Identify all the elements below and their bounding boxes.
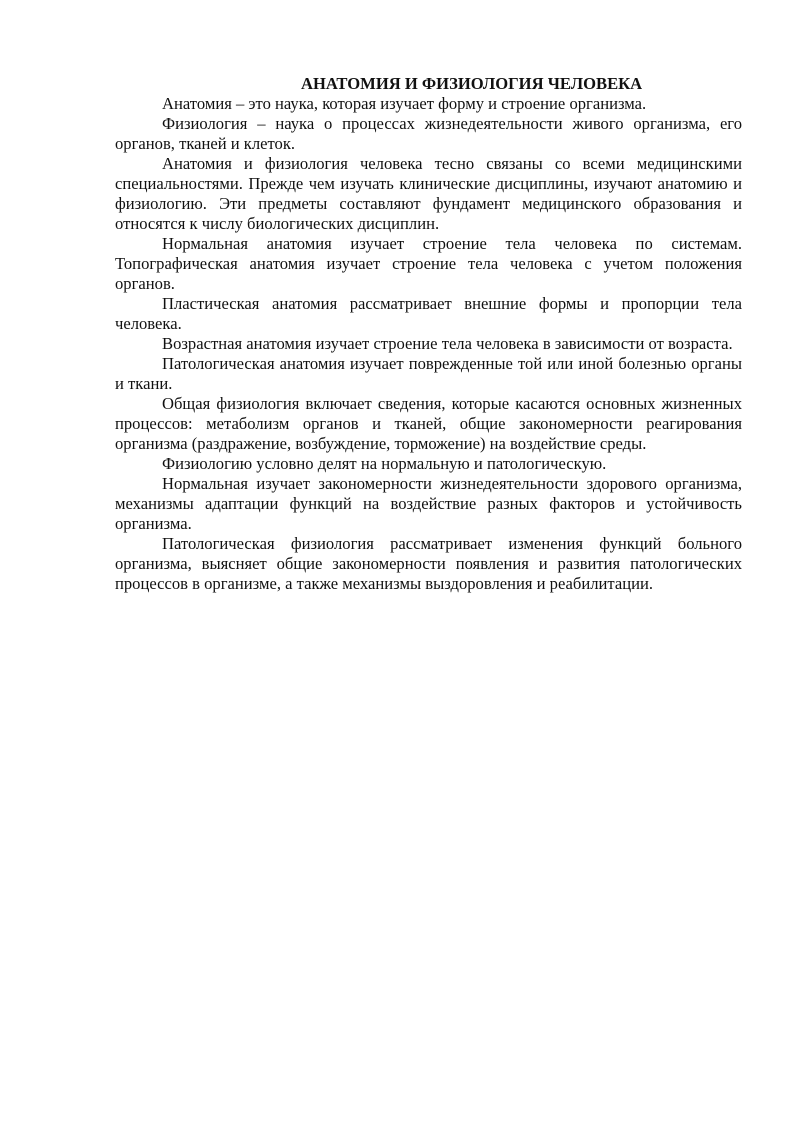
- paragraph-plastic-anatomy: Пластическая анатомия рассматривает внешние формы и пропорции тела человека.: [115, 294, 742, 333]
- paragraph-physiology-definition: Физиология – наука о процессах жизнедеятельности живого организма, его органов, тканей и клеток.: [115, 114, 742, 153]
- paragraph-age-anatomy: Возрастная анатомия изучает строение тела человека в зависимости от возраста.: [162, 334, 733, 353]
- paragraph-normal-topographic-anatomy: Нормальная анатомия изучает строение тела человека по системам. Топографическая анатомия изучает строение тела человека с учетом положения органов.: [115, 234, 742, 293]
- paragraph-pathological-physiology: Патологическая физиология рассматривает изменения функций больного организма, выясняет общие закономерности появления и развития патологических процессов в организме, а также механизмы выздоровления и реабилитации.: [115, 534, 742, 593]
- paragraph-medical-connection: Анатомия и физиология человека тесно связаны со всеми медицинскими специальностями. Прежде чем изучать клинические дисциплины, изучают анатомию и физиологию. Эти предметы составляют фундамент медицинского образования и относятся к числу биологических дисциплин.: [115, 154, 742, 233]
- document-body: [115, 74, 742, 594]
- paragraph-pathological-anatomy: Патологическая анатомия изучает поврежденные той или иной болезнью органы и ткани.: [115, 354, 742, 393]
- document-title: АНАТОМИЯ И ФИЗИОЛОГИЯ ЧЕЛОВЕКА: [301, 74, 643, 93]
- paragraph-normal-physiology: Нормальная изучает закономерности жизнедеятельности здорового организма, механизмы адаптации функций на воздействие разных факторов и устойчивость организма.: [115, 474, 742, 533]
- paragraph-physiology-division: Физиологию условно делят на нормальную и патологическую.: [162, 454, 607, 473]
- paragraph-anatomy-definition: Анатомия – это наука, которая изучает форму и строение организма.: [162, 94, 647, 113]
- paragraph-general-physiology: Общая физиология включает сведения, которые касаются основных жизненных процессов: метаболизм органов и тканей, общие закономерности реагирования организма (раздражение, возбуждение, торможение) на воздействие среды.: [115, 394, 742, 453]
